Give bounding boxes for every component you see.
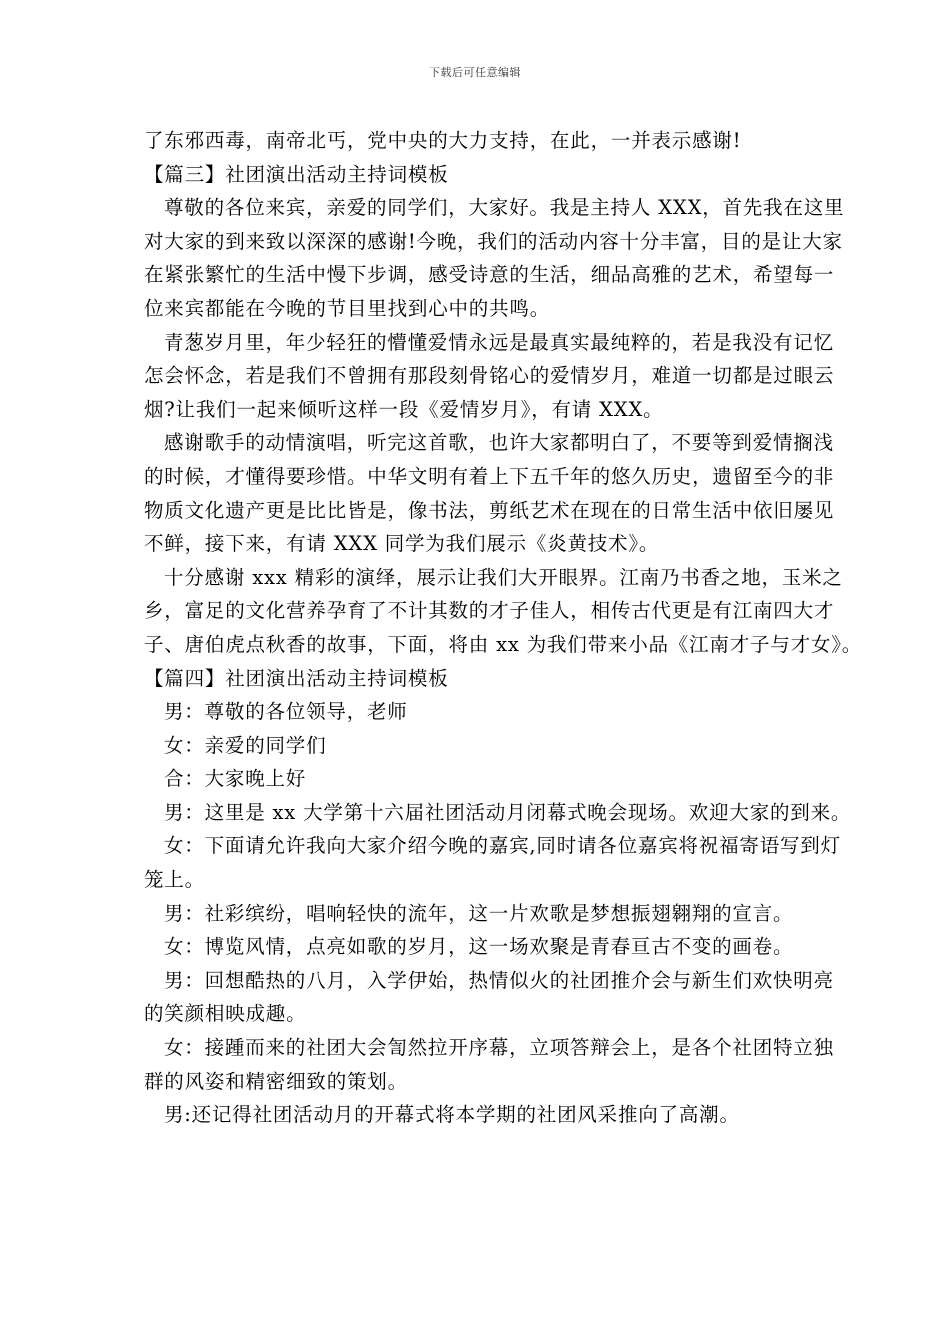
text-line: 尊敬的各位来宾，亲爱的同学们，大家好。我是主持人 XXX，首先我在这里 — [164, 196, 845, 220]
text-line: 不鲜，接下来，有请 XXX 同学为我们展示《炎黄技术》。 — [144, 532, 660, 556]
text-line: 青葱岁月里，年少轻狂的懵懂爱情永远是最真实最纯粹的，若是我没有记忆 — [164, 330, 834, 354]
text-line: 物质文化遗产更是比比皆是，像书法，剪纸艺术在现在的日常生活中依旧屡见 — [144, 498, 835, 522]
text-line: 对大家的到来致以深深的感谢!今晚，我们的活动内容十分丰富，目的是让大家 — [144, 229, 843, 253]
text-line: 群的风姿和精密细致的策划。 — [144, 1069, 408, 1093]
section-heading: 【篇三】社团演出活动主持词模板 — [144, 162, 449, 186]
text-line: 女：下面请允许我向大家介绍今晚的嘉宾,同时请各位嘉宾将祝福寄语写到灯 — [164, 834, 841, 858]
text-line: 的时候，才懂得要珍惜。中华文明有着上下五千年的悠久历史，遗留至今的非 — [144, 464, 835, 488]
text-line: 位来宾都能在今晚的节目里找到心中的共鸣。 — [144, 296, 551, 320]
text-line: 女：博览风情，点亮如歌的岁月，这一场欢聚是青春亘古不变的画卷。 — [164, 935, 794, 959]
text-line: 男：这里是 xx 大学第十六届社团活动月闭幕式晚会现场。欢迎大家的到来。 — [164, 800, 852, 824]
text-line: 子、唐伯虎点秋香的故事，下面，将由 xx 为我们带来小品《江南才子与才女》。 — [144, 632, 863, 656]
document-body — [144, 124, 863, 1132]
text-line: 在紧张繁忙的生活中慢下步调，感受诗意的生活，细品高雅的艺术，希望每一 — [144, 263, 835, 287]
text-line: 十分感谢 xxx 精彩的演绎，展示让我们大开眼界。江南乃书香之地，玉米之 — [164, 565, 843, 589]
text-line: 的笑颜相映成趣。 — [144, 1002, 307, 1026]
text-line: 乡，富足的文化营养孕育了不计其数的才子佳人，相传古代更是有江南四大才 — [144, 599, 835, 623]
text-line: 合：大家晚上好 — [164, 767, 307, 791]
text-line: 笼上。 — [144, 868, 205, 892]
text-line: 女：亲爱的同学们 — [164, 733, 327, 757]
page-header: 下载后可任意编辑 — [429, 66, 521, 79]
text-line: 男：尊敬的各位领导，老师 — [164, 700, 408, 724]
text-line: 烟?让我们一起来倾听这样一段《爱情岁月》，有请 XXX。 — [144, 397, 664, 421]
text-line: 女：接踵而来的社团大会訇然拉开序幕，立项答辩会上，是各个社团特立独 — [164, 1036, 834, 1060]
text-line: 怎会怀念，若是我们不曾拥有那段刻骨铭心的爱情岁月，难道一切都是过眼云 — [144, 364, 835, 388]
section-heading: 【篇四】社团演出活动主持词模板 — [144, 666, 449, 690]
text-line: 男:还记得社团活动月的开幕式将本学期的社团风采推向了高潮。 — [164, 1103, 740, 1127]
text-line: 男：社彩缤纷，唱响轻快的流年，这一片欢歌是梦想振翅翱翔的宣言。 — [164, 901, 794, 925]
text-line: 了东邪西毒，南帝北丐，党中央的大力支持，在此，一并表示感谢! — [144, 129, 742, 152]
text-line: 感谢歌手的动情演唱，听完这首歌，也许大家都明白了，不要等到爱情搁浅 — [164, 431, 834, 455]
text-line: 男：回想酷热的八月，入学伊始，热情似火的社团推介会与新生们欢快明亮 — [164, 968, 834, 992]
